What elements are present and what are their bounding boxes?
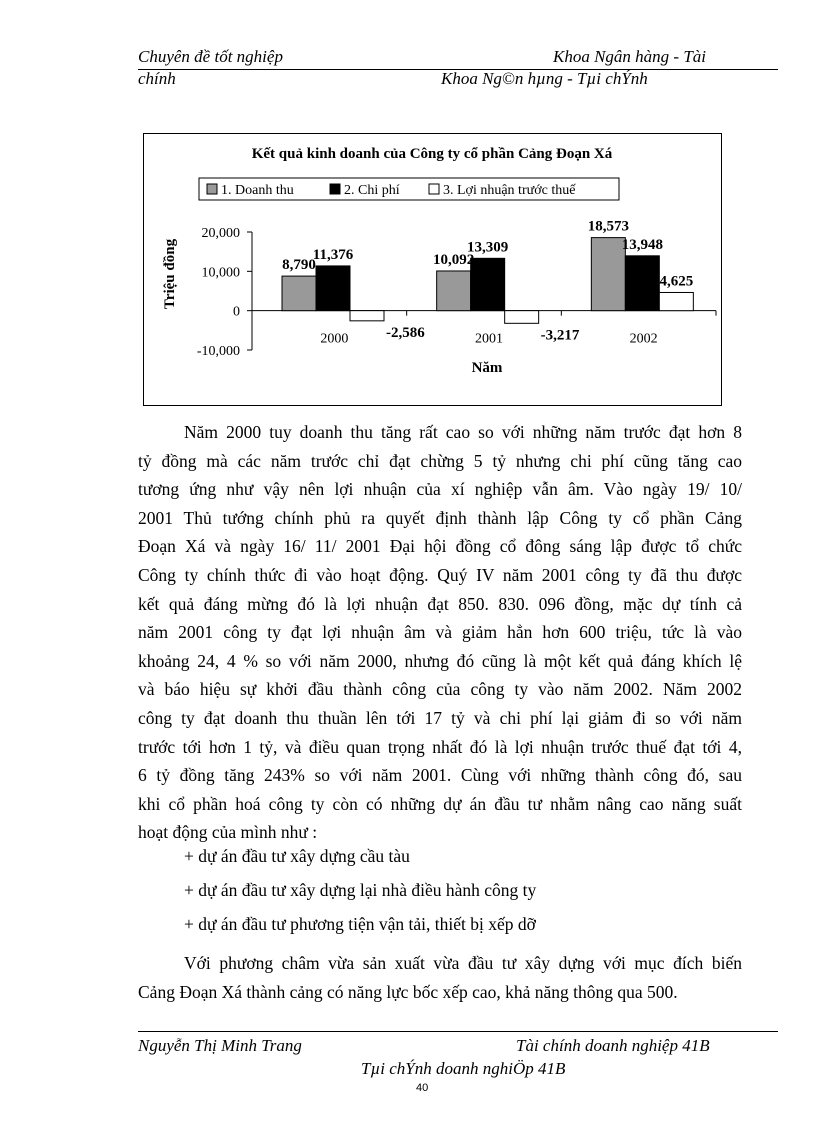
bar-chart [144, 134, 721, 405]
footer-rule [138, 1031, 778, 1032]
bar-1-2002 [591, 238, 625, 311]
bar-3-2002 [659, 292, 693, 310]
bar-data-label: -2,586 [386, 324, 425, 341]
paragraph-line: và báo hiệu sự khởi đầu thành công của công ty vào năm 2002. Năm 2002 [138, 679, 742, 700]
bar-1-2000 [282, 276, 316, 311]
paragraph-line: tỷ đồng mà các năm trước chỉ đạt chừng 5 tỷ nhưng chi phí cũng tăng cao [138, 450, 742, 471]
footer-class-garbled: Tµi chÝnh doanh nghiÖp 41B [361, 1059, 566, 1078]
bar-2-2002 [625, 256, 659, 311]
paragraph-line: Với phương châm vừa sản xuất vừa đầu tư xây dựng với mục đích biến [184, 953, 742, 973]
page-number: 40 [416, 1082, 429, 1094]
paragraph-line: khi cổ phần hoá công ty còn có những dự án đầu tư nhằm nâng cao năng suất [138, 793, 742, 814]
bar-3-2000 [350, 311, 384, 321]
legend-swatch [330, 184, 340, 194]
bar-data-label: 18,573 [587, 218, 629, 235]
footer-class: Tài chính doanh nghiệp 41B [516, 1036, 710, 1055]
bullet-item: + dự án đầu tư xây dựng lại nhà điều hành công ty [184, 880, 537, 900]
header-topic: Chuyên đề tốt nghiệp [138, 47, 283, 66]
y-tick-label: 10,000 [201, 265, 240, 281]
paragraph-line: Cảng Đoạn Xá thành cảng có năng lực bốc xếp cao, khả năng thông qua 500. [138, 981, 678, 1002]
paragraph-line: hoạt động của mình như : [138, 822, 318, 843]
paragraph-line: 6 tỷ đồng tăng 243% so với năm 2001. Cùng với những thành công đó, sau [138, 765, 742, 786]
y-tick-label: 0 [233, 304, 240, 320]
legend-label: 3. Lợi nhuận trước thuế [443, 183, 576, 198]
bar-data-label: 8,790 [282, 257, 316, 274]
bullet-item: + dự án đầu tư phương tiện vận tải, thiết bị xếp dỡ [184, 914, 536, 934]
paragraph-line: Năm 2000 tuy doanh thu tăng rất cao so với những năm trước đạt hơn 8 [184, 422, 742, 442]
bar-2-2000 [316, 266, 350, 311]
y-tick-label: 20,000 [201, 226, 240, 241]
header-faculty: Khoa Ngân hàng - Tài [553, 47, 707, 66]
legend-label: 1. Doanh thu [221, 183, 294, 198]
legend-swatch [429, 184, 439, 194]
legend-swatch [207, 184, 217, 194]
chart-container [143, 133, 722, 406]
y-axis-label: Triệu đồng [162, 238, 178, 310]
body-paragraph-1 [138, 418, 742, 847]
bar-data-label: 10,092 [433, 251, 475, 268]
paragraph-line: kết quả đáng mừng đó là lợi nhuận đạt 850. 830. 096 đồng, mặc dự tính cả [138, 593, 742, 614]
bar-data-label: 4,625 [659, 273, 694, 290]
chart-title: Kết quả kinh doanh của Công ty cổ phần Cảng Đoạn Xá [251, 146, 613, 162]
header-faculty-garbled: Khoa Ng©n hµng - Tµi chÝnh [441, 69, 648, 88]
paragraph-line: trước tới hơn 1 tỷ, và điều quan trọng nhất đó là lợi nhuận trước thuế đạt tới 4, [138, 736, 742, 757]
bar-data-label: 13,948 [621, 236, 663, 253]
legend-label: 2. Chi phí [344, 183, 400, 198]
paragraph-line: 2001 Thủ tướng chính phủ ra quyết định thành lập Công ty cổ phần Cảng [138, 507, 742, 528]
chart-legend [199, 178, 619, 200]
paragraph-line: tương ứng như vậy nên lợi nhuận của xí nghiệp vẫn âm. Vào ngày 19/ 10/ [138, 479, 742, 500]
x-axis-label: Năm [471, 360, 503, 376]
bar-1-2001 [437, 271, 471, 311]
bar-data-label: 11,376 [312, 246, 354, 263]
bullet-item: + dự án đầu tư xây dựng cầu tàu [184, 846, 410, 866]
paragraph-line: năm 2001 công ty đạt lợi nhuận âm và giảm hẳn hơn 600 triệu, tức là vào [138, 622, 742, 643]
paragraph-line: công ty đạt doanh thu thuần lên tới 17 tỷ và chi phí lại giảm đi so với năm [138, 707, 742, 728]
bar-data-label: 13,309 [467, 239, 509, 256]
y-tick-label: -10,000 [196, 344, 240, 359]
x-tick-label: 2000 [320, 331, 349, 347]
footer-author: Nguyễn Thị Minh Trang [138, 1036, 302, 1055]
x-tick-label: 2001 [475, 331, 503, 347]
paragraph-line: khoảng 24, 4 % so với năm 2000, nhưng đó cũng là một kết quả đáng khích lệ [138, 650, 742, 671]
paragraph-line: Đoạn Xá và ngày 16/ 11/ 2001 Đại hội đồng cổ đông sáng lập được tổ chức [138, 536, 742, 557]
bar-2-2001 [471, 258, 505, 310]
x-tick-label: 2002 [629, 331, 658, 347]
bar-3-2001 [505, 311, 539, 324]
body-paragraph-2 [138, 949, 742, 1006]
paragraph-line: Công ty chính thức đi vào hoạt động. Quý IV năm 2001 công ty đã thu được [138, 564, 742, 585]
bar-data-label: -3,217 [540, 327, 580, 344]
header-topic-cont: chính [138, 69, 176, 88]
